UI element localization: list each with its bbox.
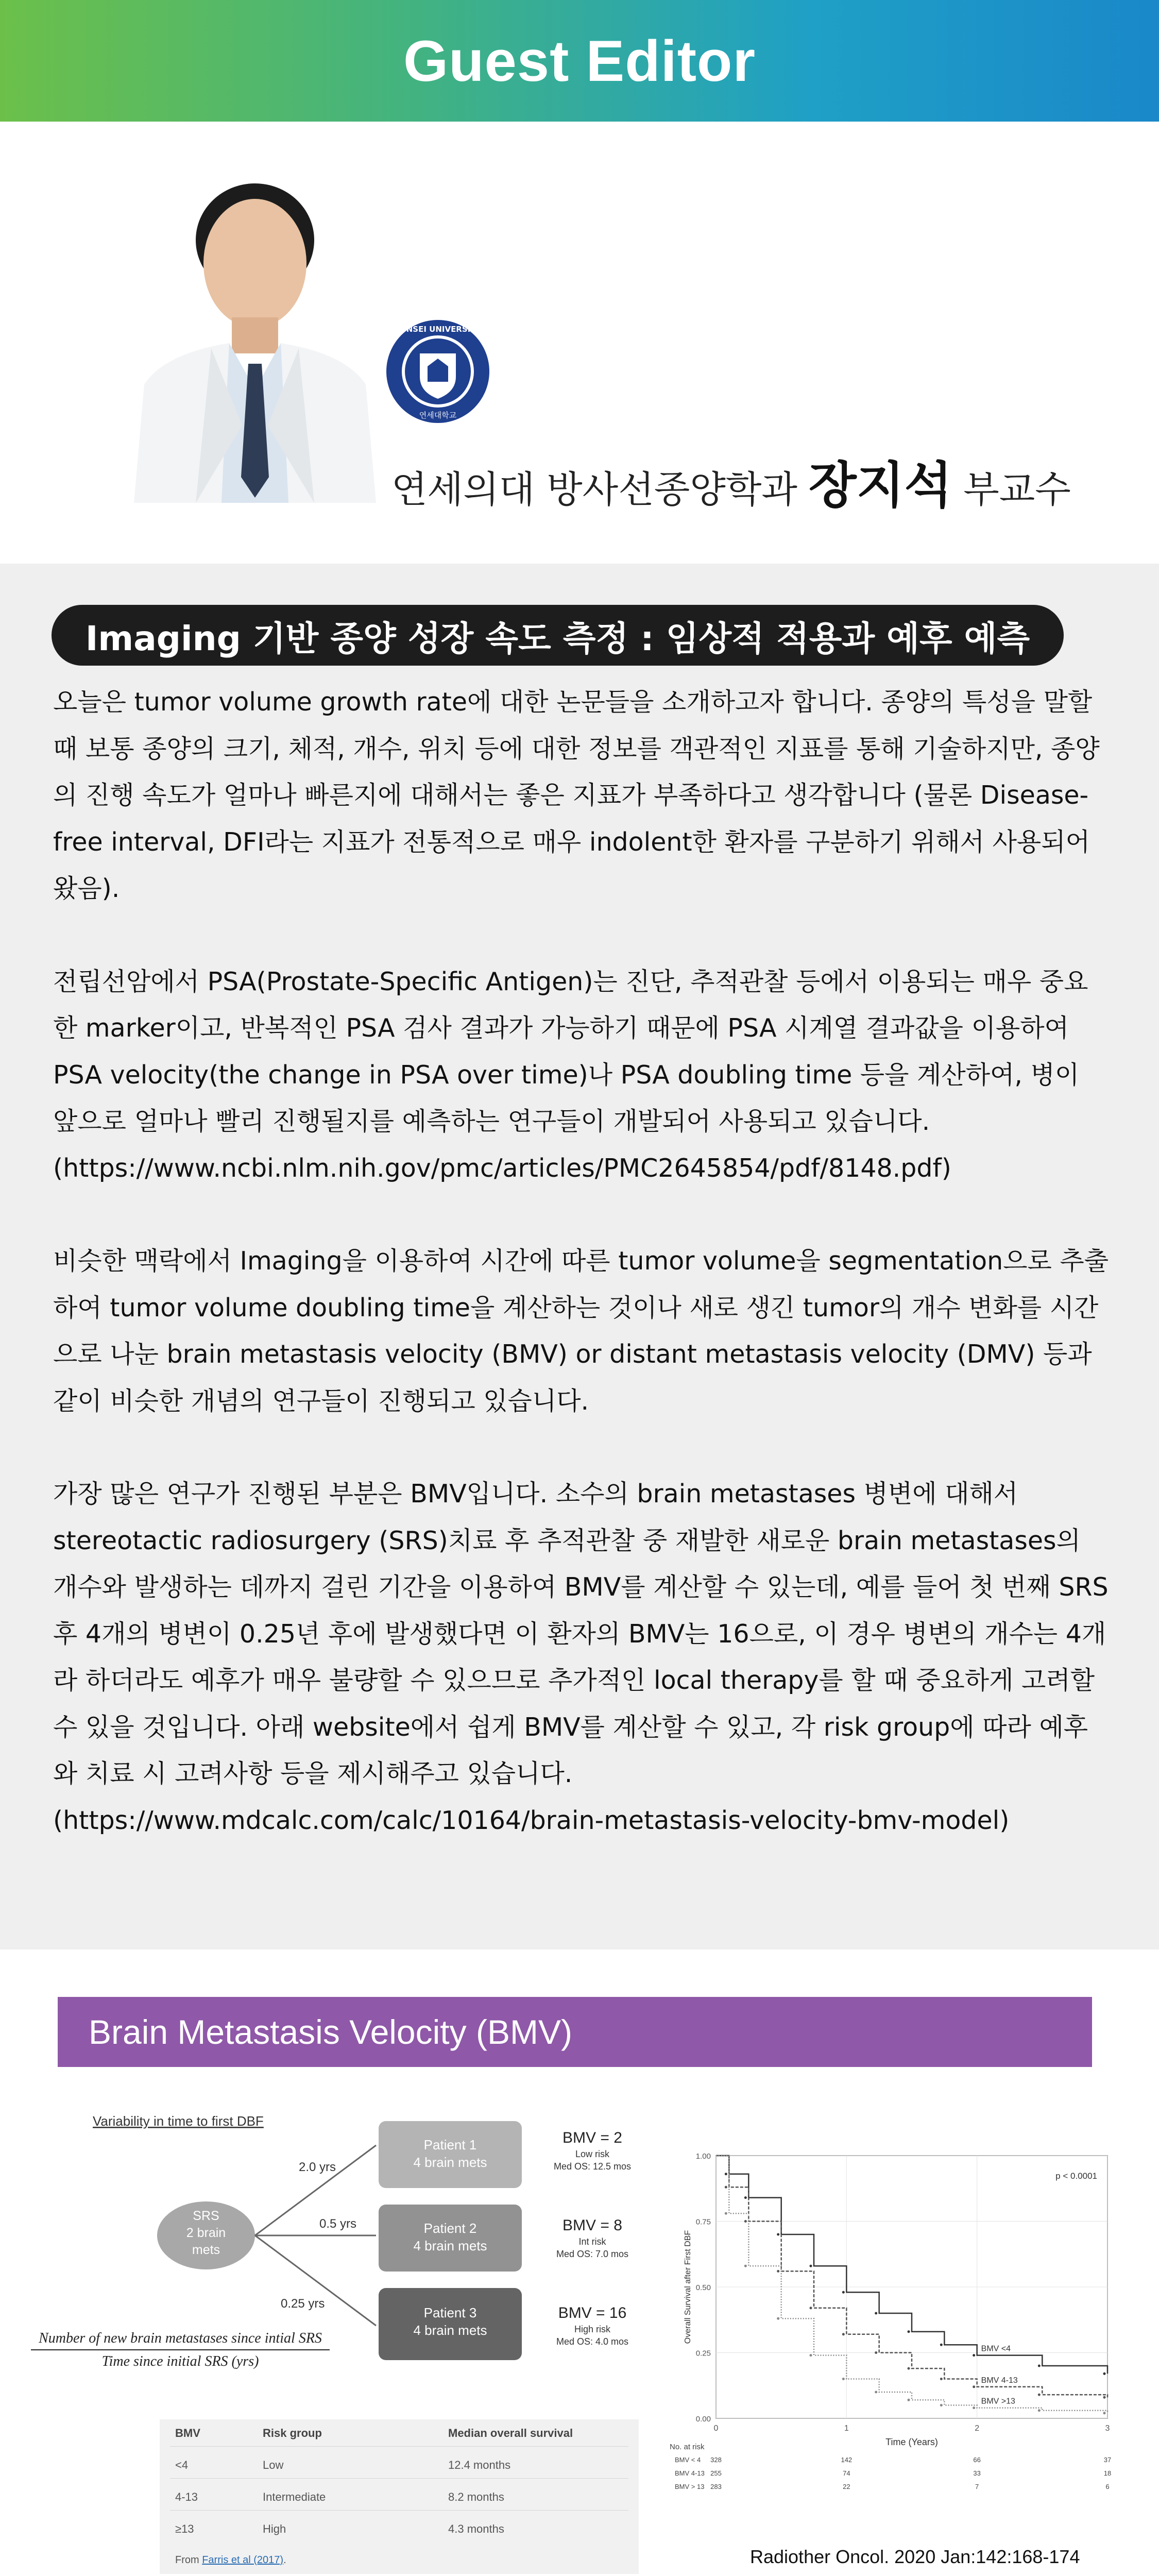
km-survival-chart (670, 2140, 1123, 2511)
figure-citation: Radiother Oncol. 2020 Jan:142:168-174 (750, 2546, 1080, 2567)
km-series (716, 2156, 1107, 2414)
km-point (842, 2378, 845, 2380)
table-cell: High (263, 2522, 286, 2535)
km-risk-table (670, 2443, 1111, 2490)
table-cell: 4-13 (175, 2490, 198, 2503)
patient-name-1: Patient 1 (423, 2137, 477, 2153)
risk-row-label: BMV < 4 (675, 2456, 701, 2464)
article-section-1 (0, 564, 1159, 1950)
table-cell: ≥13 (175, 2522, 194, 2535)
table-source-note (175, 2554, 286, 2566)
srs-label-1: SRS (193, 2209, 219, 2223)
km-series-label: BMV <4 (981, 2344, 1011, 2353)
editor-name: 장지석 (808, 456, 952, 514)
bmv-risk-3: High risk (574, 2324, 611, 2334)
km-point (810, 2307, 812, 2309)
risk-table-title: No. at risk (670, 2443, 705, 2451)
source-prefix: From (175, 2554, 202, 2566)
yonsei-seal-icon (384, 317, 492, 426)
paragraph-bmv: 가장 많은 연구가 진행된 부분은 BMV입니다. 소수의 brain metastases 병변에 대해서 stereotactic radiosurgery (SRS)치료 후 추적관찰 중 재발한 새로운 brain metastases의 개수와 발생하는 데까지 걸린 기간을 이용하여 BMV를 계산할 수 있는데, 예를 들어 첫 번째 SRS 후 4개의 병변이 0.25년 후에 발생했다면 이 환자의 BMV는 16으로, 이 경우 병변의 개수는 4개라 하더라도 예후가 매우 불량할 수 있으므로 추가적인 local therapy를 할 때 중요하게 고려할 수 있을 것입니다. 아래 website에서 쉽게 BMV를 계산할 수 있고, 각 risk group에 따라 예후와 치료 시 고려사항 등을 제시해주고 있습니다. (https://www.mdcalc.com/calc/10164/brain-metastasis-velocity-bmv-model) (53, 1479, 1109, 1835)
km-point (908, 2399, 910, 2401)
km-axes (684, 2152, 1110, 2447)
km-series-label: BMV >13 (981, 2397, 1015, 2406)
km-curve-2 (716, 2156, 1107, 2397)
seal-text-bottom: 연세대학교 (419, 411, 457, 420)
table-cell: 8.2 months (448, 2490, 504, 2503)
variability-title: Variability in time to first DBF (93, 2113, 264, 2129)
patient-name-2: Patient 2 (423, 2221, 477, 2236)
bmv-os-3: Med OS: 4.0 mos (556, 2336, 629, 2347)
patient-mets-1: 4 brain mets (413, 2155, 487, 2170)
risk-count: 22 (843, 2483, 850, 2490)
formula-denominator: Time since initial SRS (yrs) (101, 2353, 259, 2369)
arrow-patient-1 (255, 2145, 376, 2235)
risk-count: 33 (973, 2469, 981, 2477)
km-point (777, 2317, 779, 2320)
srs-label-3: mets (192, 2243, 220, 2257)
risk-count: 255 (710, 2469, 722, 2477)
bmv-banner-title: Brain Metastasis Velocity (BMV) (89, 2013, 572, 2051)
article-paragraphs (53, 679, 1109, 1890)
x-tick-label: 0 (713, 2424, 719, 2433)
source-link[interactable]: Farris et al (2017) (202, 2554, 284, 2566)
bmv-os-1: Med OS: 12.5 mos (553, 2161, 632, 2172)
km-point (1103, 2372, 1106, 2375)
x-axis-label: Time (Years) (885, 2437, 938, 2447)
table-header-os: Median overall survival (448, 2427, 573, 2439)
km-point (810, 2265, 812, 2267)
table-row (160, 2451, 639, 2478)
editor-byline (391, 446, 1071, 517)
risk-row-label: BMV > 13 (675, 2483, 705, 2490)
y-tick-label: 0.50 (695, 2283, 711, 2292)
bmv-risk-table (160, 2419, 639, 2574)
km-point (744, 2196, 747, 2199)
km-point (1038, 2394, 1041, 2396)
km-point (725, 2186, 727, 2189)
section-heading-pill (52, 605, 1064, 666)
header-band (0, 0, 1159, 122)
km-point (725, 2212, 727, 2215)
km-point (875, 2312, 877, 2315)
time-label-2: 0.5 yrs (319, 2217, 357, 2231)
km-point (940, 2404, 943, 2406)
seal-text-top: YONSEI UNIVERSITY (394, 325, 482, 334)
risk-count: 6 (1105, 2483, 1110, 2490)
x-tick-label: 1 (844, 2424, 849, 2433)
editor-position: 부교수 (963, 468, 1071, 511)
km-point (875, 2351, 877, 2354)
x-tick-label: 2 (975, 2424, 980, 2433)
km-point (842, 2291, 845, 2294)
x-tick-label: 3 (1105, 2424, 1110, 2433)
table-cell: 4.3 months (448, 2522, 504, 2535)
paragraph-intro: 오늘은 tumor volume growth rate에 대한 논문들을 소개하고자 합니다. 종양의 특성을 말할 때 보통 종양의 크기, 체적, 개수, 위치 등에 대한 정보를 객관적인 지표를 통해 기술하지만, 종양의 진행 속도가 얼마나 빠른지에 대해서는 좋은 지표가 부족하다고 생각합니다 (물론 Disease-free interval, DFI라는 지표가 전통적으로 매우 indolent한 환자를 구분하기 위해서 사용되어 왔음). (53, 687, 1100, 903)
bmv-os-2: Med OS: 7.0 mos (556, 2249, 629, 2259)
risk-count: 7 (975, 2483, 979, 2490)
portrait-photo (134, 168, 376, 503)
km-point (744, 2265, 747, 2267)
bmv-figure (0, 1950, 1159, 2576)
km-curve-1 (716, 2156, 1107, 2374)
table-divider (170, 2510, 628, 2511)
risk-count: 74 (843, 2469, 850, 2477)
bmv-risk-2: Int risk (578, 2236, 606, 2247)
patient-mets-2: 4 brain mets (413, 2238, 487, 2253)
km-point (973, 2354, 975, 2357)
formula-numerator: Number of new brain metastases since intial SRS (39, 2330, 322, 2346)
risk-count: 37 (1103, 2456, 1112, 2464)
km-point (725, 2173, 727, 2175)
risk-count: 142 (841, 2456, 853, 2464)
km-point (973, 2406, 975, 2409)
time-label-1: 2.0 yrs (299, 2160, 336, 2174)
risk-count: 328 (710, 2456, 722, 2464)
km-point (810, 2354, 812, 2357)
km-point (940, 2344, 943, 2346)
y-axis-label: Overall Survival after First DBF (684, 2230, 692, 2344)
section-heading: Imaging 기반 종양 성장 속도 측정 : 임상적 적용과 예후 예측 (85, 618, 1030, 658)
km-point (777, 2270, 779, 2273)
editor-affiliation: 연세의대 방사선종양학과 (391, 468, 797, 511)
table-row (160, 2483, 639, 2510)
km-point (1103, 2396, 1106, 2399)
km-point (973, 2385, 975, 2388)
km-point (940, 2378, 943, 2380)
table-cell: Low (263, 2459, 284, 2471)
source-suffix: . (283, 2554, 286, 2566)
srs-label-2: 2 brain (186, 2226, 226, 2240)
risk-row-label: BMV 4-13 (675, 2469, 705, 2477)
time-label-3: 0.25 yrs (281, 2297, 325, 2311)
km-curve-3 (716, 2156, 1107, 2413)
km-point (842, 2333, 845, 2335)
table-header-bmv: BMV (175, 2427, 200, 2439)
page-title: Guest Editor (403, 28, 756, 93)
bmv-banner (58, 1997, 1092, 2067)
patient-name-3: Patient 3 (423, 2305, 477, 2320)
km-point (1103, 2412, 1106, 2414)
km-point (777, 2233, 779, 2236)
risk-count: 18 (1103, 2469, 1112, 2477)
bmv-value-2: BMV = 8 (563, 2217, 622, 2234)
table-cell: 12.4 months (448, 2459, 511, 2471)
km-series-label: BMV 4-13 (981, 2376, 1018, 2385)
table-cell: Intermediate (263, 2490, 326, 2503)
y-tick-label: 0.75 (695, 2217, 711, 2227)
table-header-risk: Risk group (263, 2427, 322, 2439)
y-tick-label: 0.00 (695, 2415, 711, 2424)
table-row (160, 2515, 639, 2542)
arrow-patient-3 (255, 2235, 376, 2326)
y-tick-label: 0.25 (695, 2349, 711, 2358)
patient-mets-3: 4 brain mets (413, 2323, 487, 2338)
bmv-risk-1: Low risk (575, 2149, 610, 2159)
risk-count: 66 (973, 2456, 981, 2464)
bmv-value-3: BMV = 16 (558, 2304, 627, 2321)
table-divider (170, 2478, 628, 2479)
table-header-row (160, 2419, 639, 2446)
table-divider (170, 2446, 628, 2447)
bmv-diagram (21, 2104, 649, 2372)
km-point (744, 2220, 747, 2223)
p-value-annotation: p < 0.0001 (1055, 2171, 1097, 2181)
km-point (875, 2391, 877, 2394)
paragraph-psa: 전립선암에서 PSA(Prostate-Specific Antigen)는 진단, 추적관찰 등에서 이용되는 매우 중요한 marker이고, 반복적인 PSA 검사 결과가 가능하기 때문에 PSA 시계열 결과값을 이용하여 PSA velocity(the change in PSA over time)나 PSA doubling time 등을 계산하여, 병이 앞으로 얼마나 빨리 진행될지를 예측하는 연구들이 개발되어 사용되고 있습니다. (https://www.ncbi.nlm.nih.gov/pmc/articles/PMC2645854/pdf/8148.pdf) (53, 967, 1088, 1183)
km-point (908, 2367, 910, 2370)
paragraph-imaging: 비슷한 맥락에서 Imaging을 이용하여 시간에 따른 tumor volume을 segmentation으로 추출하여 tumor volume doubling time을 계산하는 것이나 새로 생긴 tumor의 개수 변화를 시간으로 나눈 brain metastasis velocity (BMV) or distant metastasis velocity (DMV) 등과 같이 비슷한 개념의 연구들이 진행되고 있습니다. (53, 1246, 1109, 1416)
risk-count: 283 (710, 2483, 722, 2490)
bmv-value-1: BMV = 2 (563, 2129, 622, 2146)
table-cell: <4 (175, 2459, 189, 2471)
km-point (1038, 2365, 1041, 2367)
km-point (908, 2330, 910, 2333)
km-point (1038, 2409, 1041, 2412)
guest-editor-section (0, 122, 1159, 564)
y-tick-label: 1.00 (695, 2152, 711, 2161)
